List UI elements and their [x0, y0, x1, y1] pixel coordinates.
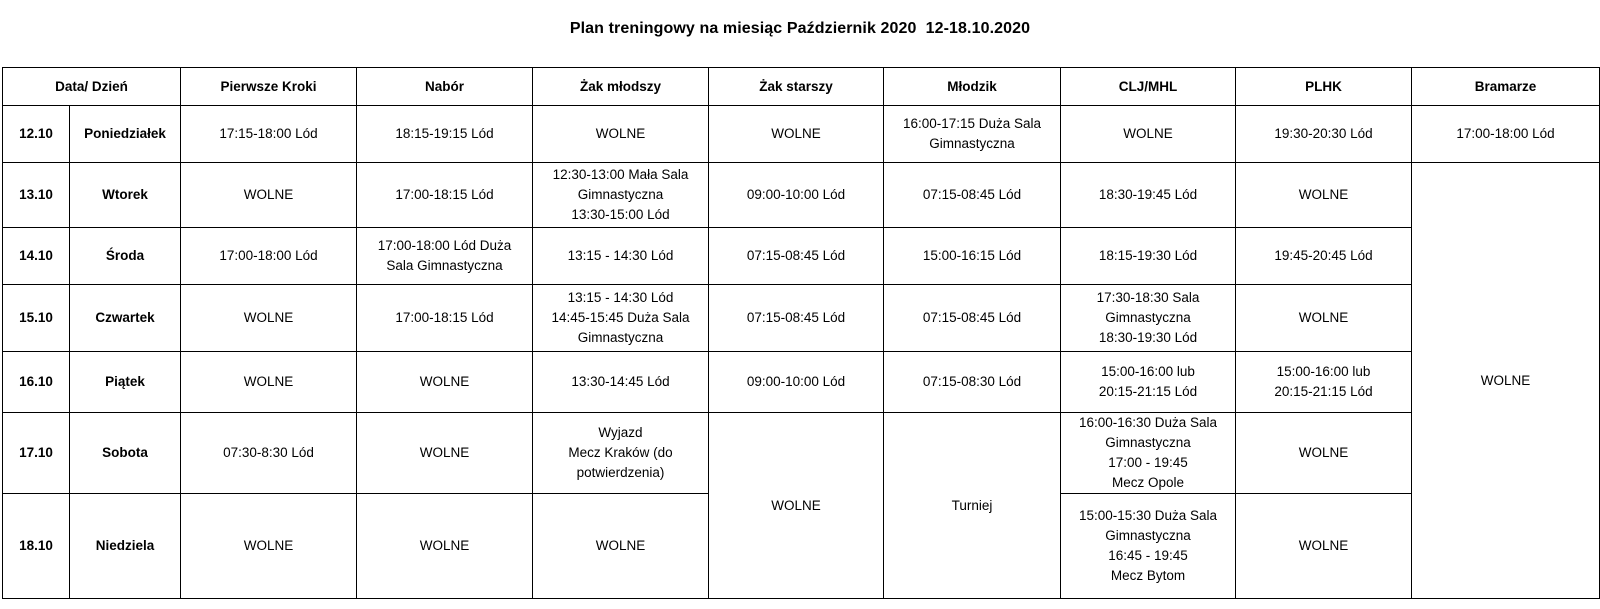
- table-row: [3, 285, 1600, 352]
- page-title: Plan treningowy na miesiąc Październik 2020 12-18.10.2020: [569, 20, 1031, 37]
- header-row: [3, 68, 1600, 106]
- cell-plhk: WOLNE: [1236, 494, 1412, 599]
- cell-clj-mhl: 18:30-19:45 Lód: [1061, 163, 1236, 228]
- cell-clj-mhl: 15:00-16:00 lub 20:15-21:15 Lód: [1061, 352, 1236, 413]
- cell-nabor: 17:00-18:15 Lód: [357, 285, 533, 352]
- cell-pierwsze-kroki: 17:15-18:00 Lód: [181, 106, 357, 163]
- date-cell: 14.10: [3, 228, 70, 285]
- cell-bramarze-merged: WOLNE: [1412, 163, 1600, 599]
- header-pierwsze-kroki: Pierwsze Kroki: [181, 68, 357, 106]
- date-cell: 17.10: [3, 413, 70, 494]
- cell-zak-mlodszy: 13:15 - 14:30 Lód: [533, 228, 709, 285]
- cell-zak-starszy: 07:15-08:45 Lód: [709, 285, 884, 352]
- training-schedule-table: [2, 67, 1600, 599]
- cell-zak-mlodszy: 13:30-14:45 Lód: [533, 352, 709, 413]
- cell-plhk: WOLNE: [1236, 163, 1412, 228]
- day-cell: Czwartek: [70, 285, 181, 352]
- cell-mlodzik: 07:15-08:45 Lód: [884, 285, 1061, 352]
- cell-nabor: 17:00-18:00 Lód Duża Sala Gimnastyczna: [357, 228, 533, 285]
- cell-zak-mlodszy: 12:30-13:00 Mała Sala Gimnastyczna 13:30-15:00 Lód: [533, 163, 709, 228]
- cell-bramarze: 17:00-18:00 Lód: [1412, 106, 1600, 163]
- day-cell: Środa: [70, 228, 181, 285]
- cell-plhk: 19:30-20:30 Lód: [1236, 106, 1412, 163]
- day-cell: Poniedziałek: [70, 106, 181, 163]
- cell-nabor: WOLNE: [357, 494, 533, 599]
- cell-mlodzik-merged: Turniej: [884, 413, 1061, 599]
- date-cell: 12.10: [3, 106, 70, 163]
- table-row: [3, 352, 1600, 413]
- cell-pierwsze-kroki: WOLNE: [181, 352, 357, 413]
- header-zak-mlodszy: Żak młodszy: [533, 68, 709, 106]
- header-nabor: Nabór: [357, 68, 533, 106]
- cell-plhk: WOLNE: [1236, 285, 1412, 352]
- header-clj-mhl: CLJ/MHL: [1061, 68, 1236, 106]
- cell-nabor: WOLNE: [357, 413, 533, 494]
- cell-clj-mhl: 15:00-15:30 Duża Sala Gimnastyczna 16:45 - 19:45 Mecz Bytom: [1061, 494, 1236, 599]
- table-row: [3, 106, 1600, 163]
- header-date-day: Data/ Dzień: [3, 68, 181, 106]
- cell-nabor: 18:15-19:15 Lód: [357, 106, 533, 163]
- cell-zak-mlodszy: Wyjazd Mecz Kraków (do potwierdzenia): [533, 413, 709, 494]
- day-cell: Sobota: [70, 413, 181, 494]
- day-cell: Niedziela: [70, 494, 181, 599]
- table-row: [3, 228, 1600, 285]
- cell-pierwsze-kroki: WOLNE: [181, 163, 357, 228]
- cell-mlodzik: 16:00-17:15 Duża Sala Gimnastyczna: [884, 106, 1061, 163]
- cell-zak-starszy: WOLNE: [709, 106, 884, 163]
- cell-zak-starszy: 07:15-08:45 Lód: [709, 228, 884, 285]
- cell-clj-mhl: 18:15-19:30 Lód: [1061, 228, 1236, 285]
- cell-clj-mhl: 16:00-16:30 Duża Sala Gimnastyczna 17:00 - 19:45 Mecz Opole: [1061, 413, 1236, 494]
- cell-zak-starszy-merged: WOLNE: [709, 413, 884, 599]
- cell-clj-mhl: WOLNE: [1061, 106, 1236, 163]
- header-zak-starszy: Żak starszy: [709, 68, 884, 106]
- cell-pierwsze-kroki: 17:00-18:00 Lód: [181, 228, 357, 285]
- cell-mlodzik: 07:15-08:30 Lód: [884, 352, 1061, 413]
- day-cell: Wtorek: [70, 163, 181, 228]
- date-cell: 16.10: [3, 352, 70, 413]
- cell-plhk: WOLNE: [1236, 413, 1412, 494]
- cell-pierwsze-kroki: 07:30-8:30 Lód: [181, 413, 357, 494]
- date-cell: 13.10: [3, 163, 70, 228]
- date-cell: 18.10: [3, 494, 70, 599]
- cell-plhk: 19:45-20:45 Lód: [1236, 228, 1412, 285]
- cell-zak-starszy: 09:00-10:00 Lód: [709, 163, 884, 228]
- cell-mlodzik: 07:15-08:45 Lód: [884, 163, 1061, 228]
- header-mlodzik: Młodzik: [884, 68, 1061, 106]
- cell-nabor: WOLNE: [357, 352, 533, 413]
- table-row: [3, 163, 1600, 228]
- cell-mlodzik: 15:00-16:15 Lód: [884, 228, 1061, 285]
- cell-zak-mlodszy: WOLNE: [533, 106, 709, 163]
- cell-pierwsze-kroki: WOLNE: [181, 285, 357, 352]
- cell-clj-mhl: 17:30-18:30 Sala Gimnastyczna 18:30-19:30 Lód: [1061, 285, 1236, 352]
- table-row: [3, 413, 1600, 494]
- cell-nabor: 17:00-18:15 Lód: [357, 163, 533, 228]
- cell-pierwsze-kroki: WOLNE: [181, 494, 357, 599]
- cell-zak-mlodszy: 13:15 - 14:30 Lód 14:45-15:45 Duża Sala Gimnastyczna: [533, 285, 709, 352]
- cell-zak-mlodszy: WOLNE: [533, 494, 709, 599]
- cell-plhk: 15:00-16:00 lub 20:15-21:15 Lód: [1236, 352, 1412, 413]
- header-plhk: PLHK: [1236, 68, 1412, 106]
- date-cell: 15.10: [3, 285, 70, 352]
- cell-zak-starszy: 09:00-10:00 Lód: [709, 352, 884, 413]
- header-bramarze: Bramarze: [1412, 68, 1600, 106]
- day-cell: Piątek: [70, 352, 181, 413]
